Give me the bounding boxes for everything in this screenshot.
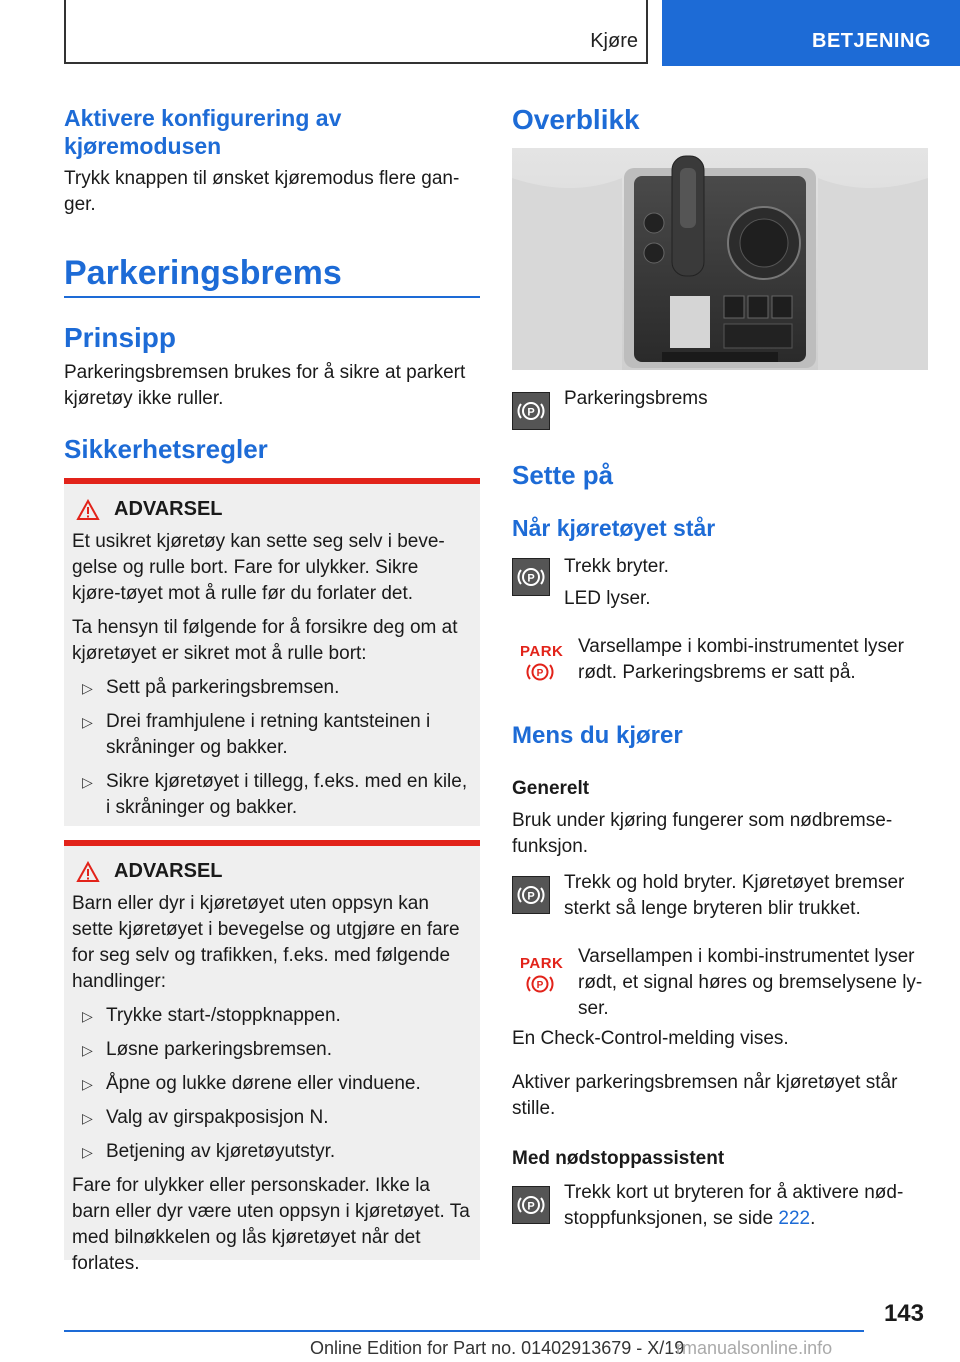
parking-brake-button-icon: [512, 392, 550, 430]
warning-text: Barn eller dyr i kjøretøyet uten oppsyn kan sette kjøretøyet i bevegelse og utgjøre en fare for seg selv og trafikken, f.eks. med følgende handlinger:: [72, 893, 460, 992]
bullet-triangle-icon: ▷: [82, 1008, 93, 1024]
heading-config: Aktivere konfigurering av kjøremodusen: [64, 105, 342, 159]
text-led: LED lyser.: [564, 588, 651, 609]
warning-list: [72, 675, 472, 821]
text-prinsipp: Parkeringsbremsen brukes for å sikre at parkert kjøretøy ikke ruller.: [64, 362, 466, 409]
header-section-title: Kjøre: [590, 30, 638, 52]
svg-text:P: P: [527, 406, 535, 419]
list-item: ▷ Åpne og lukke dørene eller vinduene.: [72, 1071, 472, 1097]
header-chapter-label: BETJENING: [812, 30, 931, 52]
park-warning-lamp-icon: [520, 643, 564, 690]
list-item: ▷ Trykke start-/stoppknappen.: [72, 1003, 472, 1029]
warning-title: [72, 860, 472, 883]
heading-sette-paa: Sette på: [512, 460, 614, 490]
text-varsel-1: Varsellampe i kombi-instrumentet lyser rødt. Parkeringsbrems er satt på.: [578, 636, 904, 683]
bullet-triangle-icon: ▷: [82, 1042, 93, 1058]
bullet-triangle-icon: ▷: [82, 714, 93, 730]
warning-triangle-icon: [76, 499, 100, 521]
bullet-triangle-icon: ▷: [82, 680, 93, 696]
park-label: PARK: [520, 643, 564, 660]
bullet-triangle-icon: ▷: [82, 1076, 93, 1092]
warning-box-2: [64, 840, 480, 1274]
text-trekk-kort: Trekk kort ut bryteren for å aktivere nød-stoppfunksjonen, se side 222.: [564, 1182, 904, 1229]
warning-text: Ta hensyn til følgende for å forsikre deg om at kjøretøyet er sikret mot å rulle bort:: [72, 617, 458, 664]
park-warning-lamp-icon: [520, 955, 564, 1002]
list-item: ▷ Betjening av kjøretøyutstyr.: [72, 1139, 472, 1165]
parking-brake-button-icon: [512, 1186, 550, 1224]
bullet-triangle-icon: ▷: [82, 1144, 93, 1160]
svg-text:P: P: [527, 1200, 535, 1213]
list-item: ▷ Drei framhjulene i retning kantsteinen i skråninger og bakker.: [82, 711, 431, 758]
warning-triangle-icon: [76, 861, 100, 883]
svg-text:P: P: [527, 572, 535, 585]
header-chapter-tab[interactable]: [662, 0, 960, 66]
heading-prinsipp: Prinsipp: [64, 322, 177, 353]
list-item: ▷ Sett på parkeringsbremsen.: [72, 675, 472, 701]
heading-sikkerhetsregler: Sikkerhetsregler: [64, 434, 268, 464]
svg-text:P: P: [536, 980, 544, 991]
bullet-triangle-icon: ▷: [82, 774, 93, 790]
warning-title: [72, 498, 472, 521]
bullet-triangle-icon: ▷: [82, 1110, 93, 1126]
heading-parkeringsbrems: Parkeringsbrems: [64, 254, 342, 292]
text-aktiver: Aktiver parkeringsbremsen når kjøretøyet står stille.: [512, 1072, 898, 1119]
heading-mens-du-kjorer: Mens du kjører: [512, 722, 683, 749]
warning-box-1: [64, 478, 480, 826]
text-check-control: En Check-Control-melding vises.: [512, 1028, 789, 1049]
heading-overblikk: Overblikk: [512, 104, 640, 135]
text-generelt: Bruk under kjøring fungerer som nødbremse-funksjon.: [512, 810, 893, 857]
warning-list: [72, 1003, 472, 1165]
heading-generelt: Generelt: [512, 778, 590, 799]
page-number: 143: [883, 1300, 924, 1327]
footer-rule: [64, 1330, 864, 1332]
park-label: PARK: [520, 955, 564, 972]
svg-text:P: P: [536, 668, 544, 679]
text-varsel-2: Varsellampen i kombi-instrumentet lyser rødt, et signal høres og bremselysene ly-ser.: [578, 946, 923, 1019]
warning-text: Fare for ulykker eller personskader. Ikke la barn eller dyr være uten oppsyn i kjøretøyet. Ta med bilnøkkelen og lås kjøretøyet når det forlates.: [72, 1175, 470, 1274]
list-item: ▷ Løsne parkeringsbremsen.: [72, 1037, 472, 1063]
list-item: ▷ Valg av girspakposisjon N.: [72, 1105, 472, 1131]
heading-rule: [64, 296, 480, 298]
parking-brake-button-icon: [512, 558, 550, 596]
footer-watermark: rmanualsonline.info: [676, 1338, 833, 1358]
parking-brake-button-icon: [512, 876, 550, 914]
text-trekk: Trekk bryter.: [564, 556, 669, 577]
text-trekk-hold: Trekk og hold bryter. Kjøretøyet bremser sterkt så lenge bryteren blir trukket.: [564, 872, 905, 919]
svg-text:P: P: [527, 890, 535, 903]
footer-edition: Online Edition for Part no. 01402913679 - X/19: [310, 1338, 685, 1358]
center-console-image: [512, 148, 928, 370]
heading-naar-staar: Når kjøretøyet står: [512, 515, 716, 541]
warning-title-text: ADVARSEL: [114, 860, 223, 882]
page-ref-link[interactable]: 222: [778, 1208, 811, 1229]
header-box: [64, 0, 648, 64]
warning-text: Et usikret kjøretøy kan sette seg selv i beve-gelse og rulle bort. Fare for ulykker. Sikre kjøre-tøyet mot å rulle før du forlater det.: [72, 531, 445, 604]
text-config: Trykk knappen til ønsket kjøremodus flere gan-ger.: [64, 168, 460, 215]
image-caption: Parkeringsbrems: [564, 388, 708, 409]
list-item: ▷ Sikre kjøretøyet i tillegg, f.eks. med en kile, i skråninger og bakker.: [82, 771, 468, 818]
heading-nodstopp: Med nødstoppassistent: [512, 1148, 725, 1169]
warning-title-text: ADVARSEL: [114, 498, 223, 520]
